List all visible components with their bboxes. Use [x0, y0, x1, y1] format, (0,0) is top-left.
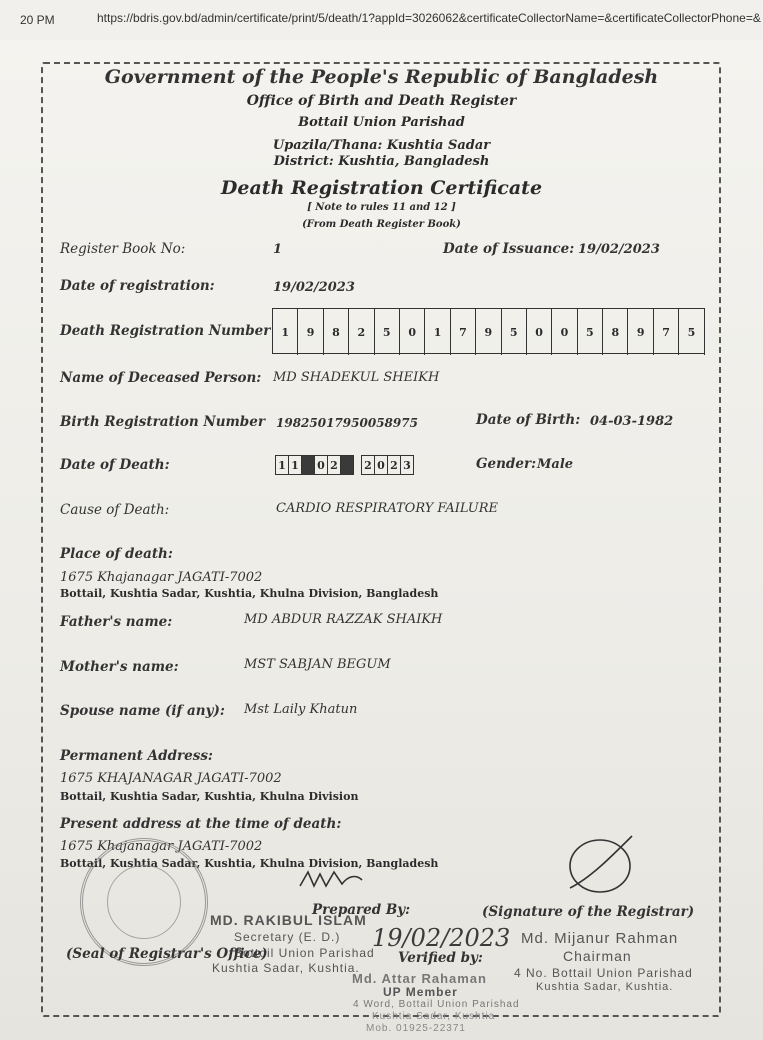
register-book-label: Register Book No:: [60, 241, 186, 257]
dod-digit: 3: [400, 455, 414, 475]
gender-value: Male: [537, 457, 574, 472]
member-line1: UP Member: [383, 985, 458, 999]
reg-digit: 0: [400, 309, 425, 355]
chairman-line3: Kushtia Sadar, Kushtia.: [536, 981, 674, 993]
secretary-line3: Kushtia Sadar, Kushtia.: [212, 961, 360, 975]
signature-registrar-label: (Signature of the Registrar): [482, 904, 695, 920]
seal-registrar-label: (Seal of Registrar's Office): [66, 946, 268, 962]
reg-digit: 5: [375, 309, 400, 355]
cause-label: Cause of Death:: [60, 502, 170, 518]
dod-digit: 0: [314, 455, 328, 475]
certificate-page: [0, 40, 763, 1040]
perm-label: Permanent Address:: [60, 748, 213, 764]
office-title: Office of Birth and Death Register: [246, 93, 517, 109]
secretary-line2: Bottoil Union Parishad: [234, 946, 375, 960]
present-line2: Bottail, Kushtia Sadar, Kushtia, Khulna Division, Bangladesh: [60, 857, 439, 870]
gender-label: Gender:: [476, 456, 537, 472]
reg-digit: 9: [476, 309, 501, 355]
reg-digit: 1: [273, 309, 298, 355]
present-line1: 1675 Khajanagar JAGATI-7002: [60, 839, 263, 854]
date-issuance-label: Date of Issuance:: [443, 241, 575, 257]
print-time: 20 PM: [20, 13, 55, 27]
preparer-signature-mark: [296, 866, 366, 894]
reg-digit: 5: [679, 309, 704, 355]
deceased-value: MD SHADEKUL SHEIKH: [273, 370, 440, 385]
reg-digit: 7: [451, 309, 476, 355]
dod-separator: [301, 455, 315, 475]
dod-digit: 0: [374, 455, 388, 475]
mother-value: MST SABJAN BEGUM: [244, 657, 391, 672]
dod-digit: 2: [327, 455, 341, 475]
rules-note: [ Note to rules 11 and 12 ]: [307, 202, 456, 213]
date-registration-label: Date of registration:: [60, 278, 215, 294]
date-issuance-value: 19/02/2023: [578, 242, 660, 257]
spouse-value: Mst Laily Khatun: [244, 702, 358, 717]
reg-digit: 9: [628, 309, 653, 355]
perm-line2: Bottail, Kushtia Sadar, Kushtia, Khulna Division: [60, 790, 359, 803]
dod-digit: 1: [288, 455, 302, 475]
reg-digit: 8: [603, 309, 628, 355]
place-line2: Bottail, Kushtia Sadar, Kushtia, Khulna Division, Bangladesh: [60, 587, 439, 600]
deceased-label: Name of Deceased Person:: [60, 370, 262, 386]
verified-by-label: Verified by:: [398, 950, 483, 966]
prepared-by-label: Prepared By:: [312, 902, 411, 918]
dod-digit: 2: [387, 455, 401, 475]
seal-inner-ring: [107, 865, 181, 939]
union-title: Bottail Union Parishad: [298, 115, 465, 130]
chairman-line1: Chairman: [563, 948, 632, 964]
dod-separator: [340, 455, 354, 475]
browser-print-header: [0, 0, 763, 40]
dod-digit: 1: [275, 455, 289, 475]
print-url: https://bdris.gov.bd/admin/certificate/print/5/death/1?appId=3026062&certificateCollectorName=&certificateCollectorPhone=&: [97, 11, 761, 25]
reg-digit: 5: [578, 309, 603, 355]
chairman-name: Md. Mijanur Rahman: [521, 930, 679, 947]
handwritten-date: 19/02/2023: [372, 924, 511, 952]
dob-value: 04-03-1982: [590, 414, 674, 429]
father-label: Father's name:: [60, 614, 173, 630]
present-label: Present address at the time of death:: [60, 816, 342, 832]
reg-digit: 0: [552, 309, 577, 355]
member-line4: Mob. 01925-22371: [366, 1023, 466, 1034]
dod-boxes: [275, 455, 413, 475]
perm-line1: 1675 KHAJANAGAR JAGATI-7002: [60, 771, 282, 786]
member-line2: 4 Word, Bottail Union Parishad: [353, 999, 520, 1010]
dob-label: Date of Birth:: [476, 412, 581, 428]
secretary-name: MD. RAKIBUL ISLAM: [210, 912, 367, 928]
dod-label: Date of Death:: [60, 457, 170, 473]
chairman-line2: 4 No. Bottail Union Parishad: [514, 966, 693, 980]
certificate-title: Death Registration Certificate: [220, 177, 543, 199]
register-book-value: 1: [273, 242, 283, 257]
date-registration-value: 19/02/2023: [273, 280, 355, 295]
source-note: (From Death Register Book): [302, 219, 461, 230]
reg-digit: 0: [527, 309, 552, 355]
member-line3: Kushtia Sadar, Kushtia: [372, 1011, 496, 1022]
reg-digit: 5: [502, 309, 527, 355]
upazila-title: Upazila/Thana: Kushtia Sadar: [272, 138, 491, 153]
place-label: Place of death:: [60, 546, 173, 562]
mother-label: Mother's name:: [60, 659, 179, 675]
member-name: Md. Attar Rahaman: [352, 971, 487, 986]
registrar-signature-mark: [560, 828, 640, 898]
birth-reg-value: 19825017950058975: [276, 416, 418, 430]
reg-digit: 9: [298, 309, 323, 355]
father-value: MD ABDUR RAZZAK SHAIKH: [244, 612, 443, 627]
district-title: District: Kushtia, Bangladesh: [273, 154, 490, 169]
dod-digit: 2: [361, 455, 375, 475]
secretary-line1: Secretary (E. D.): [234, 930, 341, 944]
reg-digit: 2: [349, 309, 374, 355]
place-line1: 1675 Khajanagar JAGATI-7002: [60, 570, 263, 585]
death-reg-number-boxes: [272, 308, 705, 354]
spouse-label: Spouse name (if any):: [60, 703, 225, 719]
reg-digit: 1: [425, 309, 450, 355]
reg-digit: 8: [324, 309, 349, 355]
government-title: Government of the People's Republic of Bangladesh: [104, 66, 659, 88]
reg-digit: 7: [654, 309, 679, 355]
cause-value: CARDIO RESPIRATORY FAILURE: [276, 501, 499, 516]
birth-reg-label: Birth Registration Number: [60, 414, 265, 430]
death-reg-number-label: Death Registration Number: [60, 323, 271, 339]
